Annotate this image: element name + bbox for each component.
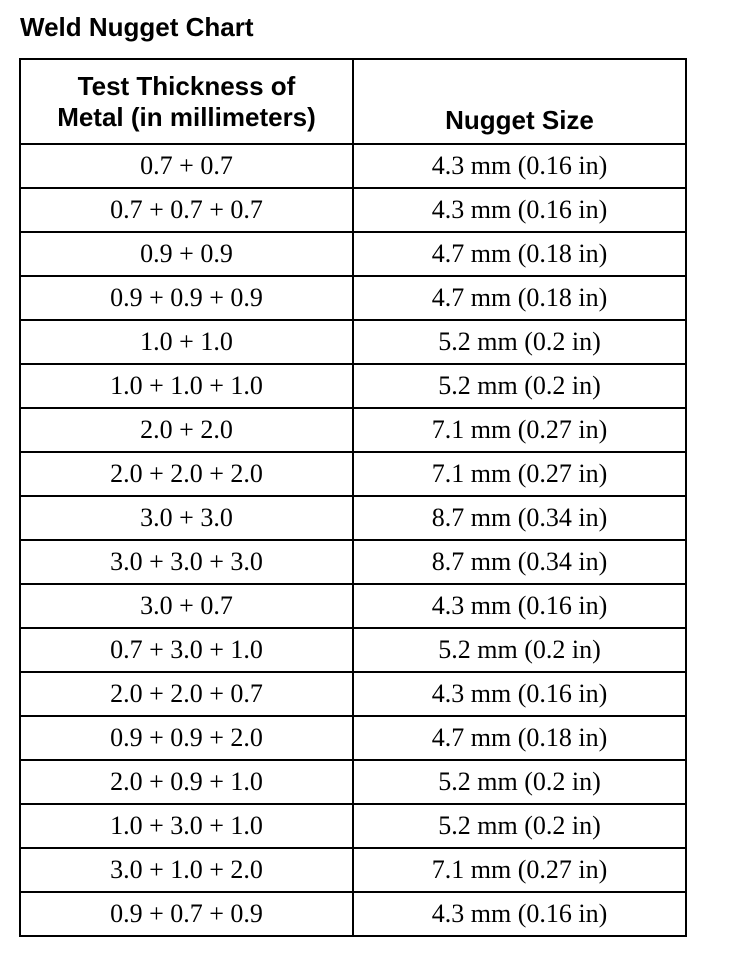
header-test-thickness xyxy=(20,59,353,144)
thickness-cell: 3.0 + 0.7 xyxy=(20,584,353,628)
table-row xyxy=(20,496,686,540)
nugget-size-cell: 4.3 mm (0.16 in) xyxy=(353,672,686,716)
thickness-cell: 2.0 + 2.0 + 2.0 xyxy=(20,452,353,496)
nugget-size-cell: 4.7 mm (0.18 in) xyxy=(353,716,686,760)
nugget-size-cell: 7.1 mm (0.27 in) xyxy=(353,452,686,496)
nugget-size-cell: 5.2 mm (0.2 in) xyxy=(353,804,686,848)
header-test-thickness-line1: Test Thickness of xyxy=(77,70,296,101)
nugget-size-cell: 4.3 mm (0.16 in) xyxy=(353,188,686,232)
nugget-size-cell: 5.2 mm (0.2 in) xyxy=(353,364,686,408)
table-row xyxy=(20,144,686,188)
thickness-cell: 1.0 + 1.0 + 1.0 xyxy=(20,364,353,408)
nugget-size-cell: 4.3 mm (0.16 in) xyxy=(353,144,686,188)
table-row xyxy=(20,584,686,628)
nugget-size-cell: 7.1 mm (0.27 in) xyxy=(353,848,686,892)
table-header-row xyxy=(20,59,686,144)
table-row xyxy=(20,188,686,232)
nugget-size-cell: 5.2 mm (0.2 in) xyxy=(353,760,686,804)
table-row xyxy=(20,364,686,408)
nugget-size-cell: 4.3 mm (0.16 in) xyxy=(353,584,686,628)
thickness-cell: 0.9 + 0.9 xyxy=(20,232,353,276)
table-row xyxy=(20,848,686,892)
table-row xyxy=(20,408,686,452)
table-body xyxy=(20,144,686,936)
thickness-cell: 0.7 + 0.7 + 0.7 xyxy=(20,188,353,232)
header-test-thickness-line2: Metal (in millimeters) xyxy=(57,101,316,132)
thickness-cell: 2.0 + 0.9 + 1.0 xyxy=(20,760,353,804)
table-row xyxy=(20,892,686,936)
nugget-size-cell: 4.7 mm (0.18 in) xyxy=(353,232,686,276)
page-title: Weld Nugget Chart xyxy=(20,12,254,42)
nugget-size-cell: 4.3 mm (0.16 in) xyxy=(353,892,686,936)
thickness-cell: 2.0 + 2.0 xyxy=(20,408,353,452)
weld-nugget-table xyxy=(19,58,687,937)
thickness-cell: 1.0 + 3.0 + 1.0 xyxy=(20,804,353,848)
thickness-cell: 3.0 + 1.0 + 2.0 xyxy=(20,848,353,892)
thickness-cell: 0.7 + 0.7 xyxy=(20,144,353,188)
table-row xyxy=(20,672,686,716)
thickness-cell: 0.9 + 0.7 + 0.9 xyxy=(20,892,353,936)
thickness-cell: 1.0 + 1.0 xyxy=(20,320,353,364)
thickness-cell: 0.9 + 0.9 + 2.0 xyxy=(20,716,353,760)
thickness-cell: 3.0 + 3.0 xyxy=(20,496,353,540)
thickness-cell: 0.9 + 0.9 + 0.9 xyxy=(20,276,353,320)
table-row xyxy=(20,804,686,848)
thickness-cell: 2.0 + 2.0 + 0.7 xyxy=(20,672,353,716)
table-row xyxy=(20,452,686,496)
table-row xyxy=(20,232,686,276)
nugget-size-cell: 8.7 mm (0.34 in) xyxy=(353,496,686,540)
table-row xyxy=(20,760,686,804)
header-nugget-size: Nugget Size xyxy=(353,59,686,144)
table-row xyxy=(20,540,686,584)
nugget-size-cell: 7.1 mm (0.27 in) xyxy=(353,408,686,452)
thickness-cell: 3.0 + 3.0 + 3.0 xyxy=(20,540,353,584)
nugget-size-cell: 8.7 mm (0.34 in) xyxy=(353,540,686,584)
thickness-cell: 0.7 + 3.0 + 1.0 xyxy=(20,628,353,672)
nugget-size-cell: 5.2 mm (0.2 in) xyxy=(353,320,686,364)
table-row xyxy=(20,716,686,760)
table-row xyxy=(20,276,686,320)
table-row xyxy=(20,628,686,672)
table-row xyxy=(20,320,686,364)
nugget-size-cell: 5.2 mm (0.2 in) xyxy=(353,628,686,672)
nugget-size-cell: 4.7 mm (0.18 in) xyxy=(353,276,686,320)
